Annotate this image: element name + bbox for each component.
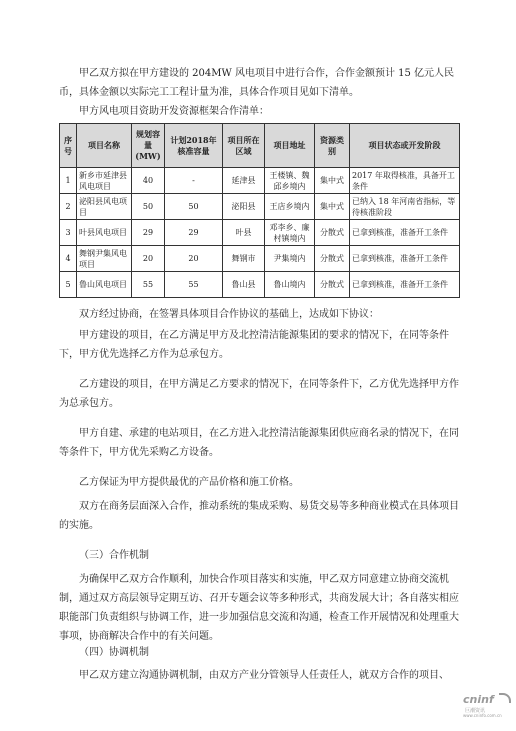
paragraph-clause-1: 甲方建设的项目，在乙方满足甲方及北控清洁能源集团的要求的情况下，在同等条件下，甲方优先选择乙方作为总承包方。: [59, 330, 449, 360]
table-cell: 分散式: [315, 272, 350, 298]
paragraph-clause-2: 乙方建设的项目，在甲方满足乙方要求的情况下，在同等条件下，乙方优先选择甲方作为总承包方。: [59, 379, 459, 409]
table-row: [60, 220, 460, 246]
table-cell: -: [165, 168, 223, 194]
table-cell: 分散式: [315, 220, 350, 246]
section-heading-cooperation: （三）合作机制: [79, 550, 149, 561]
table-cell: 叶县: [223, 220, 265, 246]
table-cell: 29: [165, 220, 223, 246]
table-cell: 邓李乡、廉村镇境内: [265, 220, 315, 246]
paragraph-list-title: 甲方风电项目资助开发资源框架合作清单：: [79, 106, 269, 117]
table-header-cell: 项目地址: [265, 124, 315, 168]
table-row: [60, 194, 460, 220]
table-header-cell: 规划容量(MW): [132, 124, 165, 168]
table-cell: 50: [165, 194, 223, 220]
table-cell: 20: [165, 246, 223, 272]
table-cell: 王店乡境内: [265, 194, 315, 220]
table-cell: 新乡市延津县风电项目: [77, 168, 132, 194]
table-cell: 2: [60, 194, 77, 220]
paragraph-clause-5: 双方在商务层面深入合作，推动系统的集成采购、易货交易等多种商业模式在具体项目的实施。: [59, 501, 459, 531]
table-row: [60, 246, 460, 272]
logo-url: www.cninfo.com.cn: [463, 713, 502, 718]
table-cell: 集中式: [315, 168, 350, 194]
table-cell: 已拿到核准，准备开工条件: [350, 220, 460, 246]
paragraph-coordination: 甲乙双方建立沟通协调机制，由双方产业分管领导人任责任人，就双方合作的项目、: [79, 670, 449, 681]
table-cell: 55: [165, 272, 223, 298]
table-cell: 泌阳县风电项目: [77, 194, 132, 220]
resource-table: [59, 123, 460, 298]
table-cell: 29: [132, 220, 165, 246]
table-cell: 已拿到核准，准备开工条件: [350, 246, 460, 272]
table-cell: 4: [60, 246, 77, 272]
table-header-row: [60, 124, 460, 168]
table-header-cell: 项目状态或开发阶段: [350, 124, 460, 168]
paragraph-clause-4: 乙方保证为甲方提供最优的产品价格和施工价格。: [79, 477, 299, 488]
table-cell: 王楼镇、魏邱乡境内: [265, 168, 315, 194]
table-cell: 鲁山境内: [265, 272, 315, 298]
logo-arc-icon: [499, 693, 511, 703]
table-cell: 鲁山风电项目: [77, 272, 132, 298]
table-cell: 舞钢市: [223, 246, 265, 272]
table-row: [60, 168, 460, 194]
table-cell: 20: [132, 246, 165, 272]
table-header-cell: 资源类别: [315, 124, 350, 168]
paragraph-clause-3: 甲方自建、承建的电站项目，在乙方进入北控清洁能源集团供应商名录的情况下，在同等条件下，甲方优先采购乙方设备。: [59, 428, 459, 458]
logo-subtitle: 巨潮资讯: [465, 708, 486, 714]
table-cell: 5: [60, 272, 77, 298]
table-cell: 已纳入 18 年河南省指标，等待核准阶段: [350, 194, 460, 220]
table-cell: 2017 年取得核准，具备开工条件: [350, 168, 460, 194]
table-cell: 分散式: [315, 246, 350, 272]
table-header-cell: 项目所在区域: [223, 124, 265, 168]
table-cell: 1: [60, 168, 77, 194]
table-body: [60, 168, 460, 298]
table-row: [60, 272, 460, 298]
table-cell: 3: [60, 220, 77, 246]
table-cell: 泌阳县: [223, 194, 265, 220]
table-cell: 已拿到核准，准备开工条件: [350, 272, 460, 298]
table-cell: 50: [132, 194, 165, 220]
table-cell: 尹集境内: [265, 246, 315, 272]
table-cell: 鲁山县: [223, 272, 265, 298]
paragraph-cooperation-intro: 甲乙双方拟在甲方建设的 204MW 风电项目中进行合作，合作金额预计 15 亿元人民币，具体金额以实际完工工程计量为准，具体合作项目见如下清单。: [59, 68, 455, 98]
table-cell: 舞钢尹集风电项目: [77, 246, 132, 272]
table-cell: 叶县风电项目: [77, 220, 132, 246]
table-cell: 55: [132, 272, 165, 298]
table-header-cell: 序号: [60, 124, 77, 168]
paragraph-agreement: 双方经过协商，在签署具体项目合作协议的基础上，达成如下协议：: [79, 309, 379, 320]
section-heading-coordination: （四）协调机制: [79, 647, 149, 658]
table-header-cell: 计划2018年核准容量: [165, 124, 223, 168]
table-header-cell: 项目名称: [77, 124, 132, 168]
cninfo-logo: [463, 693, 513, 721]
table-cell: 40: [132, 168, 165, 194]
table-cell: 延津县: [223, 168, 265, 194]
paragraph-mechanism: 为确保甲乙双方合作顺利，加快合作项目落实和实施，甲乙双方同意建立协商交流机制，通过双方高层领导定期互访、召开专题会议等多种形式，共商发展大计；各自落实相应职能部门负责组织与协调工作，进一步加强信息交流和沟通，检查工作开展情况和处理重大事项，协商解决合作中的有关问题。: [59, 574, 459, 642]
logo-name: cninf: [463, 693, 494, 706]
table-cell: 集中式: [315, 194, 350, 220]
